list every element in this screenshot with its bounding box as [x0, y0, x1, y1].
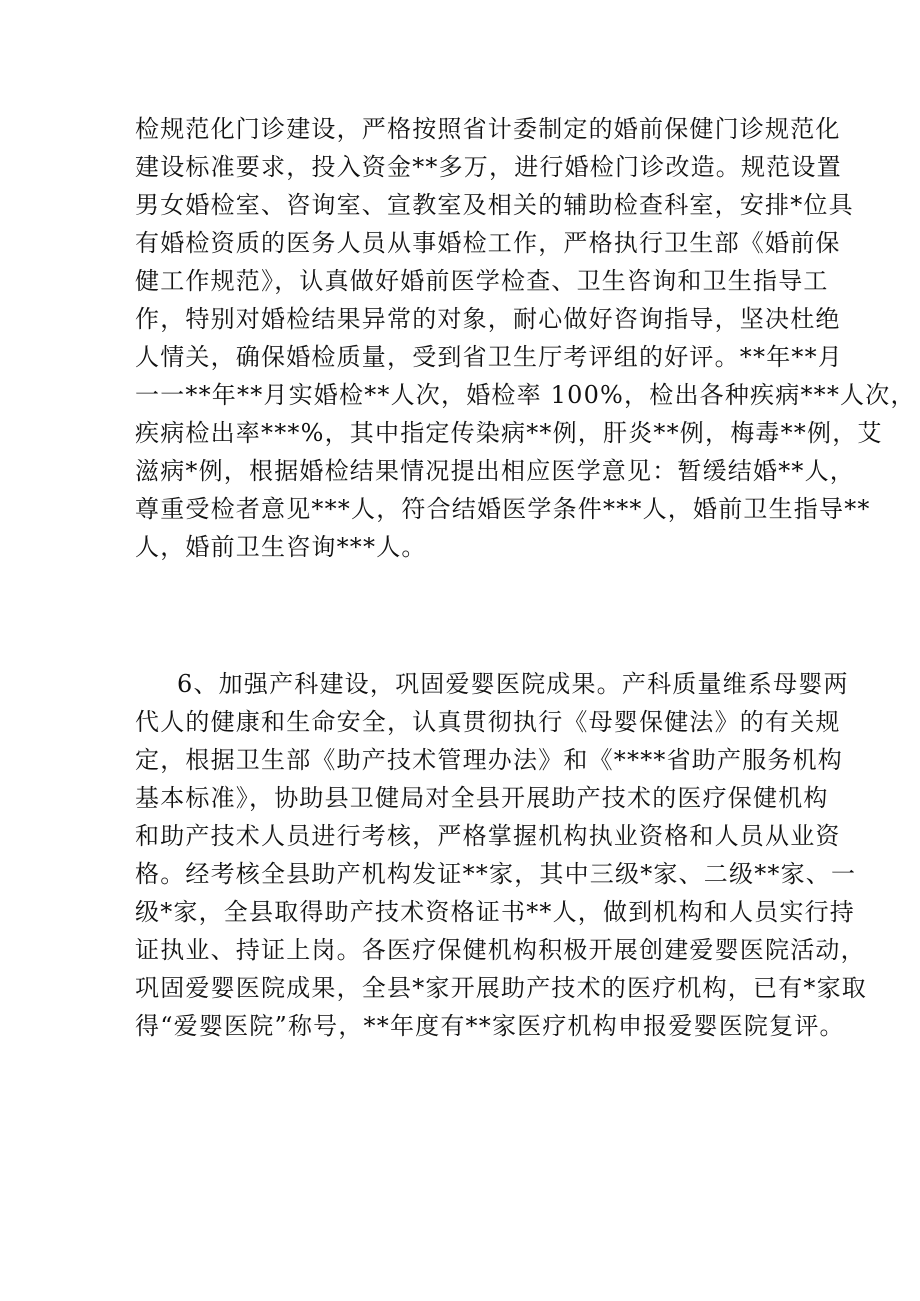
text-line: 证执业、持证上岗。各医疗保健机构积极开展创建爱婴医院活动， — [135, 936, 866, 964]
text-line: 检规范化门诊建设，严格按照省计委制定的婚前保健门诊规范化 — [135, 115, 841, 143]
text-line: 代人的健康和生命安全，认真贯彻执行《母婴保健法》的有关规 — [135, 708, 841, 736]
text-line: 级*家，全县取得助产技术资格证书**人，做到机构和人员实行持 — [135, 898, 855, 926]
text-line: 格。经考核全县助产机构发证**家，其中三级*家、二级**家、一 — [135, 860, 857, 888]
text-line: 有婚检资质的医务人员从事婚检工作，严格执行卫生部《婚前保 — [135, 229, 841, 257]
text-line: 人情关，确保婚检质量，受到省卫生厅考评组的好评。**年**月 — [135, 343, 843, 371]
text-line: 和助产技术人员进行考核，严格掌握机构执业资格和人员从业资 — [135, 822, 841, 850]
paragraph-premarital-checkup — [135, 110, 916, 566]
text-line: 基本标准》，协助县卫健局对全县开展助产技术的医疗保健机构 — [135, 784, 829, 812]
text-line: 人，婚前卫生咨询***人。 — [135, 533, 427, 561]
text-line: 定，根据卫生部《助产技术管理办法》和《****省助产服务机构 — [135, 746, 843, 774]
text-line: 男女婚检室、咨询室、宣教室及相关的辅助检查科室，安排*位具 — [135, 191, 854, 219]
text-line: 得“爱婴医院”称号，**年度有**家医疗机构申报爱婴医院复评。 — [135, 1012, 845, 1040]
text-line: 6、加强产科建设，巩固爱婴医院成果。产科质量维系母婴两 — [177, 670, 849, 698]
paragraph-obstetrics — [135, 665, 867, 1045]
text-line: 健工作规范》，认真做好婚前医学检查、卫生咨询和卫生指导工 — [135, 267, 829, 295]
text-line: 滋病*例，根据婚检结果情况提出相应医学意见：暂缓结婚**人， — [135, 457, 855, 485]
text-line: 建设标准要求，投入资金**多万，进行婚检门诊改造。规范设置 — [135, 153, 842, 181]
text-line: 疾病检出率***%，其中指定传染病**例，肝炎**例，梅毒**例，艾 — [135, 419, 883, 447]
text-line: 巩固爱婴医院成果，全县*家开展助产技术的医疗机构，已有*家取 — [135, 974, 867, 1002]
text-line: 一一**年**月实婚检**人次，婚检率 100%，检出各种疾病***人次， — [135, 381, 916, 409]
text-line: 作，特别对婚检结果异常的对象，耐心做好咨询指导，坚决杜绝 — [135, 305, 841, 333]
text-line: 尊重受检者意见***人，符合结婚医学条件***人，婚前卫生指导** — [135, 495, 871, 523]
